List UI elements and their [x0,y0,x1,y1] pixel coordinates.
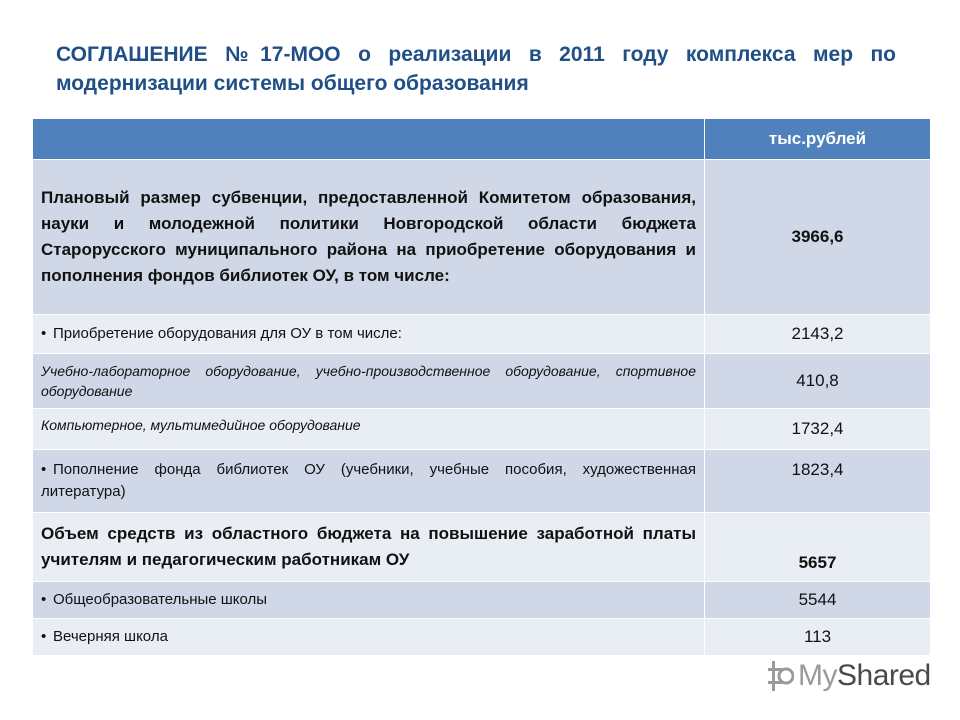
table-row [33,513,931,582]
table-row [33,450,931,513]
row-label: Компьютерное, мультимедийное оборудование [33,409,705,450]
table-row [33,409,931,450]
watermark-suffix: Shared [837,659,931,692]
row-label-text: Общеобразовательные школы [53,591,268,608]
row-label: Объем средств из областного бюджета на повышение заработной платы учителям и педагогическим работникам ОУ [33,513,705,582]
row-value: 410,8 [705,354,931,409]
table-row [33,160,931,315]
row-label-text: Пополнение фонда библиотек ОУ (учебники, учебные пособия, художественная литература) [41,461,696,500]
row-label [33,582,705,619]
row-label: Плановый размер субвенции, предоставленной Комитетом образования, науки и молодежной политики Новгородской области бюджета Старорусского муниципального района на приобретение оборудования и пополнения фондов библиотек ОУ, в том числе: [33,160,705,315]
myshared-logo-icon [768,661,794,691]
bullet-icon: • [41,628,47,645]
row-value: 1823,4 [705,450,931,513]
table-header-row [33,119,931,160]
subsidy-table [32,118,931,656]
bullet-icon: • [41,461,47,478]
row-label-text: Вечерняя школа [53,628,168,645]
table-row [33,354,931,409]
row-label [33,450,705,513]
row-value: 2143,2 [705,315,931,354]
row-value: 1732,4 [705,409,931,450]
bullet-icon: • [41,325,47,342]
row-label: Учебно-лабораторное оборудование, учебно-производственное оборудование, спортивное оборудование [33,354,705,409]
watermark-prefix: My [798,659,837,692]
row-value: 5544 [705,582,931,619]
row-value: 5657 [705,513,931,582]
table-row [33,619,931,656]
row-label [33,315,705,354]
page-title: СОГЛАШЕНИЕ №17-МОО о реализации в 2011 году комплекса мер по модернизации системы общего образования [56,43,896,95]
row-value: 113 [705,619,931,656]
watermark-logo[interactable] [768,658,931,694]
header-empty-cell [33,119,705,160]
table-row [33,315,931,354]
header-unit-cell: тыс.рублей [705,119,931,160]
bullet-icon: • [41,591,47,608]
row-label [33,619,705,656]
row-label-text: Приобретение оборудования для ОУ в том числе: [53,325,402,342]
table-row [33,582,931,619]
row-value: 3966,6 [705,160,931,315]
watermark-text [798,659,931,693]
